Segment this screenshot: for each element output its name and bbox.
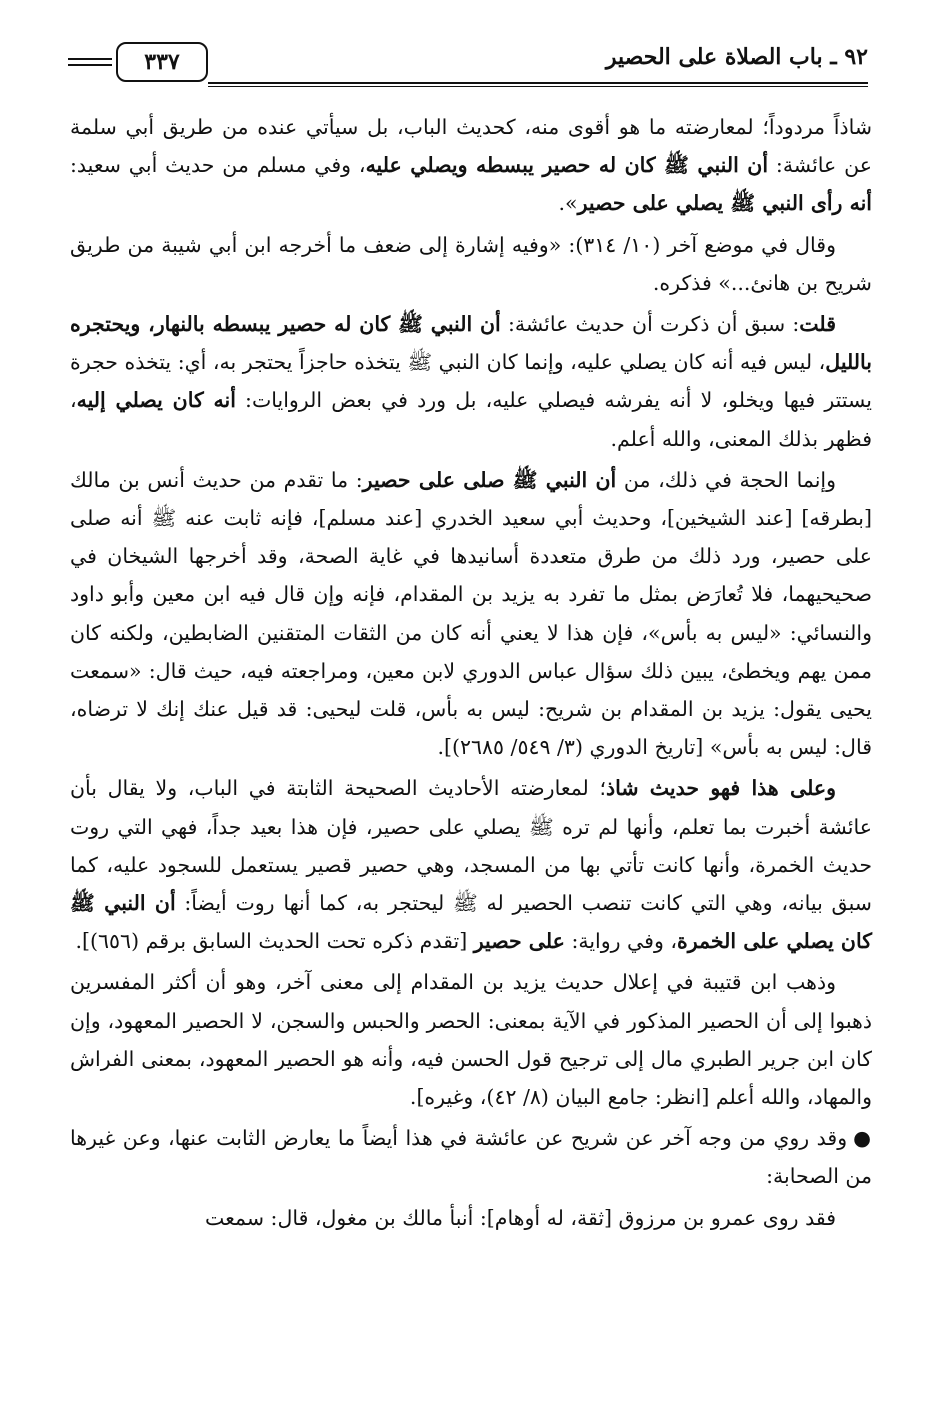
paragraph bbox=[70, 1199, 872, 1237]
text: فقد روى عمرو بن مرزوق [ثقة، له أوهام]: أنبأ مالك بن مغول، قال: سمعت bbox=[204, 1205, 836, 1230]
text: : سبق أن ذكرت أن حديث عائشة: bbox=[500, 312, 800, 337]
page-header bbox=[68, 38, 868, 88]
text: وقد روي من وجه آخر عن شريح عن عائشة في هذا أيضاً ما يعارض الثابت عنها، وعن غيرها من الصحابة: bbox=[70, 1126, 872, 1189]
paragraph bbox=[70, 1119, 872, 1195]
text: ، وفي رواية: bbox=[564, 929, 677, 954]
text: : ما تقدم من حديث أنس بن مالك [بطرقه] [عند الشيخين]، وحديث أبي سعيد الخدري [عند مسلم]، فإنه ثابت عنه ﷺ أنه صلى على حصير، ورد ذلك من طرق متعددة أسانيدها في غاية الصحة، وقد أخرجها الشيخان في صحيحيهما، فلا تُعارَض بمثل ما تفرد به يزيد بن المقدام، فإنه وإن قال فيه ابن معين وأبو داود والنسائي: «ليس به بأس»، فإن هذا لا يعني أنه كان من الثقات المتقنين الضابطين، ولكنه كان ممن يهم ويخطئ، يبين ذلك سؤال عباس الدوري لابن معين، ومراجعته فيه، حيث قال: «سمعت يحيى يقول: يزيد بن المقدام بن شريح: ليس به بأس، قلت ليحيى: قد قيل عنك إنك لا ترضاه، قال: ليس به بأس» [تاريخ الدوري (٣/ ٥٤٩/ ٢٦٨٥)]. bbox=[70, 467, 872, 760]
text: وقال في موضع آخر (١٠/ ٣١٤): «وفيه إشارة إلى ضعف ما أخرجه ابن أبي شيبة من طريق شريح بن هانئ...» فذكره. bbox=[70, 232, 872, 295]
text: ». bbox=[558, 191, 578, 216]
text: وذهب ابن قتيبة في إعلال حديث يزيد بن المقدام إلى معنى آخر، وهو أن أكثر المفسرين ذهبوا إلى أن الحصير المذكور في الآية بمعنى: الحصر والحبس والسجن، لا الحصير المعهود، وإن كان ابن جرير الطبري مال إلى ترجيح قول الحسن فيه، وأنه هو الحصير المعهود، بمعنى الفراش والمهاد، والله أعلم [انظر: جامع البيان (٨/ ٤٢)، وغيره]. bbox=[70, 970, 872, 1110]
paragraph bbox=[70, 963, 872, 1116]
bold-text: أنه كان يصلي إليه bbox=[76, 388, 236, 413]
bold-text: أنه رأى النبي ﷺ يصلي على حصير bbox=[577, 191, 872, 216]
chapter-title: ٩٢ ـ باب الصلاة على الحصير bbox=[605, 44, 868, 70]
text: ، وفي مسلم من حديث أبي سعيد: bbox=[70, 153, 366, 178]
bold-text: أن النبي ﷺ صلى على حصير bbox=[362, 467, 617, 492]
paragraph bbox=[70, 769, 872, 960]
bold-text: وعلى هذا فهو حديث شاذ bbox=[605, 776, 836, 801]
page-body bbox=[70, 108, 872, 1240]
header-ornament-line bbox=[68, 58, 112, 60]
text: ؛ لمعارضته الأحاديث الصحيحة الثابتة في الباب، ولا يقال بأن عائشة أخبرت بما تعلم، وأنها لم تره ﷺ يصلي على حصير، فإن هذا بعيد جداً، فهي التي روت حديث الخمرة، وأنها كانت تأتي بها من المسجد، وهي حصير قصير يستعمل للسجود عليه، كما سبق بيانه، وهي التي كانت تنصب الحصير له ﷺ ليحتجر به، كما أنها روت أيضاً: bbox=[70, 776, 872, 916]
page-number: ٣٣٧ bbox=[116, 42, 208, 82]
text: وإنما الحجة في ذلك، من bbox=[616, 467, 837, 492]
bold-text: أن النبي ﷺ كان له حصير يبسطه بالنهار، ويحتجره بالليل bbox=[70, 312, 872, 375]
bold-text: أن النبي ﷺ كان له حصير يبسطه ويصلي عليه bbox=[365, 153, 769, 178]
bullet-icon: ● bbox=[853, 1126, 872, 1151]
text: شاذاً مردوداً؛ لمعارضته ما هو أقوى منه، كحديث الباب، بل سيأتي عنده من طريق أبي سلمة عن عائشة: bbox=[70, 115, 872, 178]
header-ornament-line bbox=[68, 64, 112, 66]
bold-text: قلت bbox=[799, 312, 836, 337]
paragraph bbox=[70, 226, 872, 302]
header-rule bbox=[208, 82, 868, 87]
text: ، فظهر بذلك المعنى، والله أعلم. bbox=[70, 388, 872, 451]
bold-text: أن النبي ﷺ كان يصلي على الخمرة bbox=[70, 891, 872, 954]
text: ، ليس فيه أنه كان يصلي عليه، وإنما كان النبي ﷺ يتخذه حاجزاً يحتجر به، أي: يتخذه حجرة يستتر فيها ويخلو، لا أنه يفرشه فيصلي عليه، بل ورد في بعض الروايات: bbox=[70, 350, 872, 413]
paragraph bbox=[70, 461, 872, 767]
paragraph bbox=[70, 108, 872, 223]
text: [تقدم ذكره تحت الحديث السابق برقم (٦٥٦)]. bbox=[75, 929, 474, 954]
bold-text: على حصير bbox=[473, 929, 565, 954]
paragraph bbox=[70, 305, 872, 458]
